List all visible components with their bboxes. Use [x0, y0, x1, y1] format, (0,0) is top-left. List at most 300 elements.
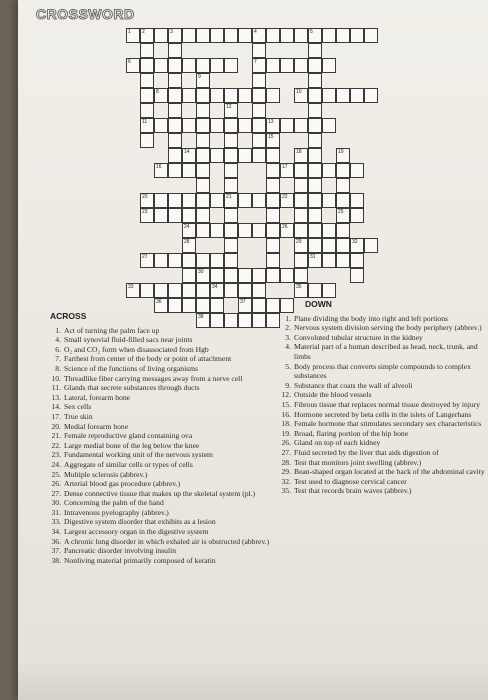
clue-text: True skin — [64, 411, 93, 421]
grid-cell[interactable] — [224, 58, 238, 73]
grid-cell[interactable] — [210, 58, 224, 73]
clue-number: 37. — [51, 546, 61, 556]
across-clue — [50, 546, 275, 556]
grid-cell[interactable] — [224, 178, 238, 193]
grid-cell[interactable] — [294, 118, 308, 133]
grid-cell[interactable] — [154, 118, 168, 133]
grid-cell[interactable] — [154, 208, 168, 223]
clue-text: Test that records brain waves (abbrev.) — [294, 486, 412, 496]
clue-number: 2. — [285, 323, 291, 333]
clue-text: Outside the blood vessels — [294, 390, 372, 400]
grid-cell[interactable] — [350, 88, 364, 103]
grid-cell[interactable] — [210, 223, 224, 238]
grid-cell[interactable] — [224, 88, 238, 103]
grid-cell[interactable] — [336, 178, 350, 193]
grid-cell[interactable] — [364, 88, 378, 103]
grid-cell[interactable] — [350, 163, 364, 178]
clue-number: 7. — [55, 354, 61, 364]
grid-cell[interactable] — [182, 298, 196, 313]
grid-cell[interactable] — [280, 118, 294, 133]
grid-cell[interactable] — [182, 253, 196, 268]
grid-cell[interactable] — [308, 43, 322, 58]
clue-number-label: 3 — [170, 29, 173, 35]
grid-cell[interactable] — [294, 28, 308, 43]
clue-number: 8. — [55, 363, 61, 373]
grid-cell[interactable] — [168, 103, 182, 118]
grid-cell[interactable] — [308, 178, 322, 193]
grid-cell[interactable] — [350, 28, 364, 43]
grid-cell[interactable] — [238, 28, 252, 43]
grid-cell[interactable] — [196, 118, 210, 133]
grid-cell[interactable] — [266, 268, 280, 283]
grid-cell[interactable] — [336, 88, 350, 103]
grid-cell[interactable] — [210, 148, 224, 163]
grid-cell[interactable] — [238, 118, 252, 133]
grid-cell[interactable] — [322, 163, 336, 178]
across-clue — [50, 460, 275, 470]
grid-cell[interactable] — [266, 193, 280, 208]
grid-cell[interactable] — [266, 223, 280, 238]
across-clue — [50, 537, 275, 547]
grid-cell[interactable] — [280, 28, 294, 43]
grid-cell[interactable] — [252, 118, 266, 133]
grid-cell[interactable] — [336, 193, 350, 208]
grid-cell[interactable] — [252, 148, 266, 163]
grid-cell[interactable] — [154, 298, 168, 313]
grid-cell[interactable] — [224, 118, 238, 133]
grid-cell[interactable] — [126, 28, 140, 43]
grid-cell[interactable] — [308, 28, 322, 43]
clue-number: 33. — [51, 517, 61, 527]
grid-cell[interactable] — [322, 253, 336, 268]
grid-cell[interactable] — [126, 283, 140, 298]
grid-cell[interactable] — [140, 28, 154, 43]
clue-text: O₂ and CO₂ form when disassociated from Hgb — [64, 344, 209, 354]
grid-cell[interactable] — [252, 268, 266, 283]
grid-cell[interactable] — [322, 28, 336, 43]
clue-number: 11. — [51, 383, 61, 393]
grid-cell[interactable] — [280, 223, 294, 238]
grid-cell[interactable] — [182, 28, 196, 43]
grid-cell[interactable] — [266, 148, 280, 163]
across-clue — [50, 431, 275, 441]
clue-number-label: 27 — [142, 254, 148, 260]
grid-cell[interactable] — [350, 238, 364, 253]
grid-cell[interactable] — [126, 58, 140, 73]
grid-cell[interactable] — [224, 163, 238, 178]
clue-number-label: 30 — [198, 269, 204, 275]
grid-cell[interactable] — [322, 193, 336, 208]
clue-number: 16. — [281, 409, 291, 419]
grid-cell[interactable] — [294, 88, 308, 103]
grid-cell[interactable] — [196, 253, 210, 268]
grid-cell[interactable] — [294, 58, 308, 73]
clue-number: 14. — [51, 402, 61, 412]
grid-cell[interactable] — [140, 253, 154, 268]
grid-cell[interactable] — [140, 208, 154, 223]
clue-number-label: 34 — [212, 284, 218, 290]
grid-cell[interactable] — [210, 28, 224, 43]
grid-cell[interactable] — [238, 193, 252, 208]
clue-number: 4. — [55, 335, 61, 345]
grid-cell[interactable] — [266, 298, 280, 313]
grid-cell[interactable] — [196, 148, 210, 163]
clue-text: Fundamental working unit of the nervous system — [64, 450, 213, 460]
grid-cell[interactable] — [336, 28, 350, 43]
grid-cell[interactable] — [280, 193, 294, 208]
clue-number-label: 37 — [240, 299, 246, 305]
grid-cell[interactable] — [224, 28, 238, 43]
grid-cell[interactable] — [336, 223, 350, 238]
clue-text: Body process that converts simple compounds to complex substances — [294, 361, 471, 381]
grid-cell[interactable] — [210, 283, 224, 298]
page-title: CROSSWORD — [36, 6, 135, 22]
grid-cell[interactable] — [294, 163, 308, 178]
clue-number: 38. — [51, 555, 61, 565]
grid-cell[interactable] — [294, 223, 308, 238]
clue-number-label: 36 — [156, 299, 162, 305]
grid-cell[interactable] — [196, 298, 210, 313]
across-clue — [50, 517, 275, 527]
clue-number-label: 6 — [128, 59, 131, 65]
grid-cell[interactable] — [140, 43, 154, 58]
grid-cell[interactable] — [322, 238, 336, 253]
across-clue — [50, 556, 275, 566]
clue-text: Farthest from center of the body or point of attachment — [64, 354, 232, 364]
grid-cell[interactable] — [252, 43, 266, 58]
clue-number: 34. — [51, 527, 61, 537]
grid-cell[interactable] — [196, 193, 210, 208]
across-clue — [50, 412, 275, 422]
across-heading: ACROSS — [50, 311, 87, 321]
grid-cell[interactable] — [308, 253, 322, 268]
grid-cell[interactable] — [210, 268, 224, 283]
grid-cell[interactable] — [182, 238, 196, 253]
grid-cell[interactable] — [224, 208, 238, 223]
clue-number: 24. — [51, 459, 61, 469]
grid-cell[interactable] — [168, 118, 182, 133]
grid-cell[interactable] — [266, 88, 280, 103]
grid-cell[interactable] — [168, 88, 182, 103]
grid-cell[interactable] — [266, 118, 280, 133]
grid-cell[interactable] — [308, 208, 322, 223]
grid-cell[interactable] — [280, 163, 294, 178]
clue-number-label: 25 — [338, 209, 344, 215]
clue-number-label: 26 — [282, 224, 288, 230]
grid-cell[interactable] — [294, 283, 308, 298]
down-clue — [280, 390, 488, 400]
grid-cell[interactable] — [168, 283, 182, 298]
clue-number: 6. — [55, 344, 61, 354]
grid-cell[interactable] — [308, 133, 322, 148]
grid-cell[interactable] — [266, 163, 280, 178]
grid-cell[interactable] — [252, 133, 266, 148]
grid-cell[interactable] — [168, 253, 182, 268]
down-clue — [280, 342, 488, 361]
grid-cell[interactable] — [280, 268, 294, 283]
grid-cell[interactable] — [210, 118, 224, 133]
grid-cell[interactable] — [336, 148, 350, 163]
grid-cell[interactable] — [154, 283, 168, 298]
down-clue — [280, 410, 488, 420]
clue-text: Intravenous pyelography (abbrev.) — [64, 507, 169, 517]
grid-cell[interactable] — [168, 73, 182, 88]
grid-cell[interactable] — [364, 238, 378, 253]
grid-cell[interactable] — [238, 298, 252, 313]
grid-cell[interactable] — [210, 253, 224, 268]
grid-cell[interactable] — [224, 268, 238, 283]
clue-text: Science of the functions of living organisms — [64, 363, 198, 373]
grid-cell[interactable] — [252, 193, 266, 208]
grid-cell[interactable] — [336, 253, 350, 268]
grid-cell[interactable] — [196, 163, 210, 178]
grid-cell[interactable] — [308, 58, 322, 73]
grid-cell[interactable] — [196, 208, 210, 223]
grid-cell[interactable] — [168, 193, 182, 208]
grid-cell[interactable] — [294, 148, 308, 163]
down-clue — [280, 400, 488, 410]
grid-cell[interactable] — [182, 193, 196, 208]
grid-cell[interactable] — [140, 133, 154, 148]
clue-text: Material part of a human described as head, neck, trunk, and limbs — [294, 342, 478, 361]
grid-cell[interactable] — [294, 253, 308, 268]
grid-cell[interactable] — [182, 163, 196, 178]
grid-cell[interactable] — [252, 58, 266, 73]
clue-number: 5. — [285, 361, 291, 371]
grid-cell[interactable] — [196, 58, 210, 73]
grid-cell[interactable] — [154, 163, 168, 178]
grid-cell[interactable] — [294, 178, 308, 193]
grid-cell[interactable] — [224, 223, 238, 238]
grid-cell[interactable] — [322, 88, 336, 103]
grid-cell[interactable] — [336, 238, 350, 253]
clue-text: Sex cells — [64, 402, 92, 412]
clue-number-label: 21 — [226, 194, 232, 200]
clue-number: 21. — [51, 431, 61, 441]
grid-cell[interactable] — [168, 208, 182, 223]
grid-cell[interactable] — [308, 283, 322, 298]
grid-cell[interactable] — [168, 163, 182, 178]
grid-cell[interactable] — [210, 193, 224, 208]
grid-cell[interactable] — [252, 223, 266, 238]
grid-cell[interactable] — [308, 88, 322, 103]
grid-cell[interactable] — [140, 88, 154, 103]
grid-cell[interactable] — [154, 58, 168, 73]
across-clue — [50, 374, 275, 384]
grid-cell[interactable] — [322, 283, 336, 298]
grid-cell[interactable] — [224, 133, 238, 148]
clue-number: 30. — [51, 498, 61, 508]
grid-cell[interactable] — [140, 283, 154, 298]
grid-cell[interactable] — [308, 193, 322, 208]
clue-number: 26. — [51, 479, 61, 489]
grid-cell[interactable] — [182, 283, 196, 298]
grid-cell[interactable] — [252, 298, 266, 313]
grid-cell[interactable] — [210, 298, 224, 313]
grid-cell[interactable] — [308, 73, 322, 88]
grid-cell[interactable] — [308, 148, 322, 163]
grid-cell[interactable] — [266, 208, 280, 223]
grid-cell[interactable] — [140, 58, 154, 73]
grid-cell[interactable] — [224, 148, 238, 163]
grid-cell[interactable] — [266, 238, 280, 253]
grid-cell[interactable] — [168, 43, 182, 58]
grid-cell[interactable] — [182, 118, 196, 133]
grid-cell[interactable] — [336, 163, 350, 178]
grid-cell[interactable] — [196, 178, 210, 193]
grid-cell[interactable] — [168, 148, 182, 163]
grid-cell[interactable] — [308, 118, 322, 133]
grid-cell[interactable] — [140, 103, 154, 118]
clue-number: 3. — [285, 332, 291, 342]
grid-cell[interactable] — [224, 283, 238, 298]
grid-cell[interactable] — [224, 103, 238, 118]
grid-cell[interactable] — [154, 253, 168, 268]
grid-cell[interactable] — [308, 163, 322, 178]
grid-cell[interactable] — [196, 283, 210, 298]
grid-cell[interactable] — [182, 148, 196, 163]
clue-number-label: 10 — [296, 89, 302, 95]
clue-number-label: 35 — [296, 284, 302, 290]
grid-cell[interactable] — [350, 208, 364, 223]
clue-text: Plane dividing the body into right and left portions — [294, 313, 448, 323]
grid-cell[interactable] — [350, 193, 364, 208]
clue-number: 9. — [285, 380, 291, 390]
grid-cell[interactable] — [350, 268, 364, 283]
grid-cell[interactable] — [308, 238, 322, 253]
down-clue — [280, 486, 488, 496]
grid-cell[interactable] — [280, 58, 294, 73]
grid-cell[interactable] — [168, 133, 182, 148]
down-clue — [280, 362, 488, 381]
grid-cell[interactable] — [168, 58, 182, 73]
down-clue — [280, 333, 488, 343]
grid-cell[interactable] — [196, 88, 210, 103]
down-clue — [280, 477, 488, 487]
clue-number: 27. — [51, 488, 61, 498]
clue-text: Dense connective tissue that makes up the skeletal system (pl.) — [64, 488, 256, 498]
clue-number-label: 23 — [142, 209, 148, 215]
grid-cell[interactable] — [336, 208, 350, 223]
grid-cell[interactable] — [308, 103, 322, 118]
grid-cell[interactable] — [168, 28, 182, 43]
clue-number: 1. — [55, 325, 61, 335]
grid-cell[interactable] — [238, 148, 252, 163]
across-clue — [50, 479, 275, 489]
grid-cell[interactable] — [266, 253, 280, 268]
grid-cell[interactable] — [182, 58, 196, 73]
clue-number-label: 31 — [310, 254, 316, 260]
across-clue — [50, 450, 275, 460]
grid-cell[interactable] — [238, 268, 252, 283]
grid-cell[interactable] — [266, 178, 280, 193]
clue-text: Substance that coats the wall of alveoli — [294, 380, 413, 390]
grid-cell[interactable] — [252, 88, 266, 103]
grid-cell[interactable] — [182, 223, 196, 238]
grid-cell[interactable] — [196, 28, 210, 43]
grid-cell[interactable] — [224, 193, 238, 208]
grid-cell[interactable] — [168, 298, 182, 313]
down-clue — [280, 438, 488, 448]
grid-cell[interactable] — [224, 238, 238, 253]
grid-cell[interactable] — [364, 28, 378, 43]
page-shadow — [18, 660, 488, 700]
grid-cell[interactable] — [294, 268, 308, 283]
grid-cell[interactable] — [238, 88, 252, 103]
grid-cell[interactable] — [140, 193, 154, 208]
grid-cell[interactable] — [294, 208, 308, 223]
grid-cell[interactable] — [252, 73, 266, 88]
grid-cell[interactable] — [224, 253, 238, 268]
across-clue — [50, 393, 275, 403]
clue-number-label: 5 — [310, 29, 313, 35]
grid-cell[interactable] — [182, 208, 196, 223]
grid-cell[interactable] — [238, 283, 252, 298]
across-clue — [50, 402, 275, 412]
clue-text: Small synovial fluid-filled sacs near joints — [64, 335, 193, 345]
clue-number: 15. — [281, 399, 291, 409]
grid-cell[interactable] — [154, 193, 168, 208]
grid-cell[interactable] — [140, 118, 154, 133]
clue-number-label: 16 — [156, 164, 162, 170]
clue-text: Act of turning the palm face up — [64, 325, 160, 335]
grid-cell[interactable] — [252, 103, 266, 118]
grid-cell[interactable] — [322, 118, 336, 133]
down-clue — [280, 448, 488, 458]
grid-cell[interactable] — [182, 88, 196, 103]
across-clue — [50, 364, 275, 374]
grid-cell[interactable] — [196, 223, 210, 238]
grid-cell[interactable] — [266, 133, 280, 148]
clue-number: 23. — [51, 450, 61, 460]
across-clue — [50, 470, 275, 480]
grid-cell[interactable] — [154, 88, 168, 103]
clue-number: 13. — [51, 392, 61, 402]
grid-cell[interactable] — [322, 223, 336, 238]
clue-number-label: 17 — [282, 164, 288, 170]
clue-number: 29. — [281, 467, 291, 477]
grid-cell[interactable] — [266, 28, 280, 43]
grid-cell[interactable] — [294, 193, 308, 208]
grid-cell[interactable] — [182, 268, 196, 283]
clue-number: 20. — [51, 421, 61, 431]
grid-cell[interactable] — [322, 58, 336, 73]
clue-text: Medial forearm bone — [64, 421, 129, 431]
grid-cell[interactable] — [196, 268, 210, 283]
grid-cell[interactable] — [294, 238, 308, 253]
across-clue — [50, 326, 275, 336]
grid-cell[interactable] — [252, 283, 266, 298]
grid-cell[interactable] — [196, 103, 210, 118]
worksheet-page — [18, 0, 488, 700]
grid-cell[interactable] — [196, 73, 210, 88]
grid-cell[interactable] — [238, 223, 252, 238]
grid-cell[interactable] — [210, 88, 224, 103]
grid-cell[interactable] — [266, 58, 280, 73]
clue-text: Aggregate of similar cells or types of cells — [64, 459, 193, 469]
clue-text: Pancreatic disorder involving insulin — [64, 546, 176, 556]
clue-number: 10. — [51, 373, 61, 383]
grid-cell[interactable] — [196, 133, 210, 148]
grid-cell[interactable] — [154, 28, 168, 43]
grid-cell[interactable] — [350, 253, 364, 268]
clue-number: 26. — [281, 438, 291, 448]
grid-cell[interactable] — [140, 73, 154, 88]
grid-cell[interactable] — [308, 223, 322, 238]
clue-number-label: 12 — [226, 104, 232, 110]
clue-text: Bean-shaped organ located at the back of the abdominal cavity — [294, 467, 485, 477]
grid-cell[interactable] — [252, 28, 266, 43]
